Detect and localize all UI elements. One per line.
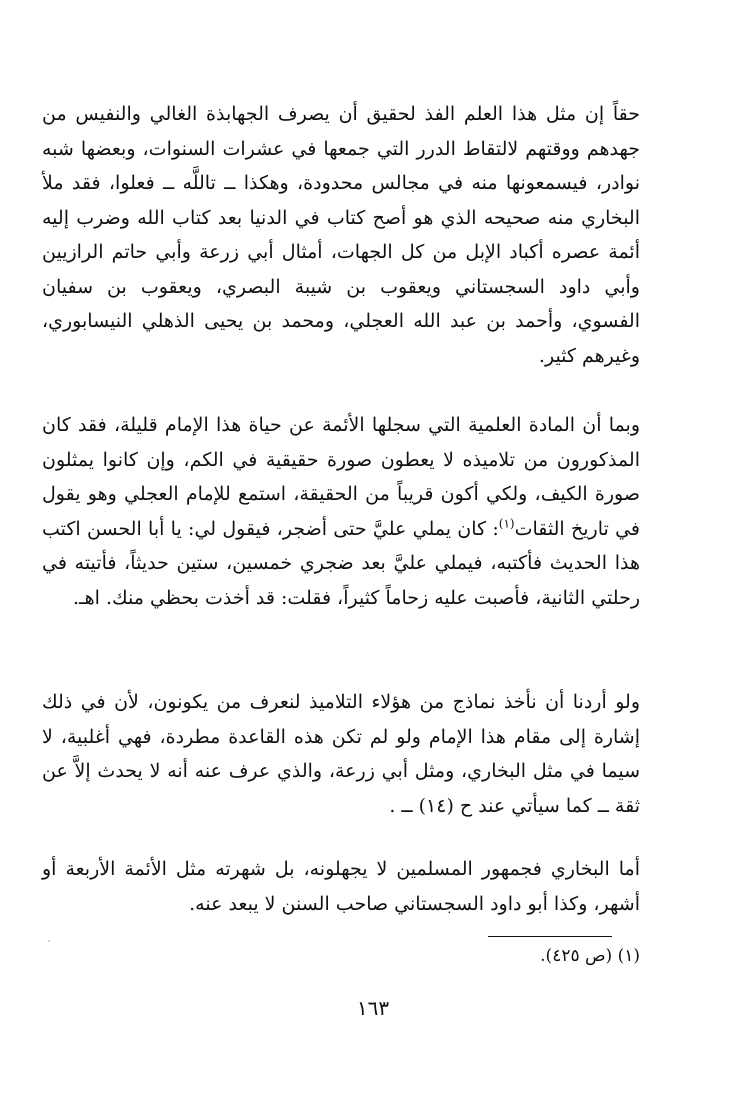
- paragraph-3: [42, 685, 640, 823]
- footnote-1: [340, 943, 640, 969]
- paragraph-2: [42, 408, 640, 615]
- scan-speck: [48, 940, 50, 942]
- paragraph-2-text-end: : كان يملي عليَّ حتى أضجر، فيقول لي: يا أبا الحسن اكتب هذا الحديث فأكتبه، فيملي عليَّ بعد ضجري خمسين، ستين حديثاً، فأتيته في رحلتي الثانية، فأصبت عليه زحاماً كثيراً، فقلت: قد أخذت بحظي منك. اهـ.: [42, 517, 640, 609]
- footnote-1-text: (١) (ص ٤٢٥).: [540, 946, 640, 966]
- paragraph-4: [42, 852, 640, 921]
- footnote-reference-1[interactable]: (١): [498, 516, 515, 531]
- paragraph-3-text: ولو أردنا أن نأخذ نماذج من هؤلاء التلاميذ لنعرف من يكونون، لأن في ذلك إشارة إلى مقام هذا الإمام ولو لم تكن هذه القاعدة مطردة، فهي أغلبية، لا سيما في مثل البخاري، ومثل أبي زرعة، والذي عرف عنه أنه لا يحدث إلاَّ عن ثقة ــ كما سيأتي عند ح (١٤) ــ .: [42, 691, 640, 817]
- paragraph-2-text-start: وبما أن المادة العلمية التي سجلها الأئمة عن حياة هذا الإمام قليلة، فقد كان المذكورون من تلاميذه لا يعطون صورة حقيقية في الكم، وإن كانوا يمثلون صورة الكيف، ولكي أكون قريباً من الحقيقة، استمع للإمام العجلي وهو يقول في تاريخ الثقات: [42, 414, 640, 540]
- page-number: ١٦٣: [356, 996, 390, 1020]
- paragraph-1: [42, 97, 640, 373]
- paragraph-4-text: أما البخاري فجمهور المسلمين لا يجهلونه، بل شهرته مثل الأئمة الأربعة أو أشهر، وكذا أبو داود السجستاني صاحب السنن لا يبعد عنه.: [42, 858, 640, 915]
- footnote-separator-rule: [488, 936, 612, 937]
- paragraph-1-text: حقاً إن مثل هذا العلم الفذ لحقيق أن يصرف الجهابذة الغالي والنفيس من جهدهم ووقتهم لالتقاط الدرر التي جمعها في عشرات السنوات، وبعضها شبه نوادر، فيسمعونها منه في مجالس محدودة، وهكذا ــ تاللَّه ــ فعلوا، فقد ملأ البخاري منه صحيحه الذي هو أصح كتاب في الدنيا بعد كتاب الله وضرب إليه أئمة عصره أكباد الإبل من كل الجهات، أمثال أبي زرعة وأبي حاتم الرازيين وأبي داود السجستاني ويعقوب بن شيبة البصري، ويعقوب بن سفيان الفسوي، وأحمد بن عبد الله العجلي، ومحمد بن يحيى الذهلي النيسابوري، وغيرهم كثير.: [42, 103, 640, 367]
